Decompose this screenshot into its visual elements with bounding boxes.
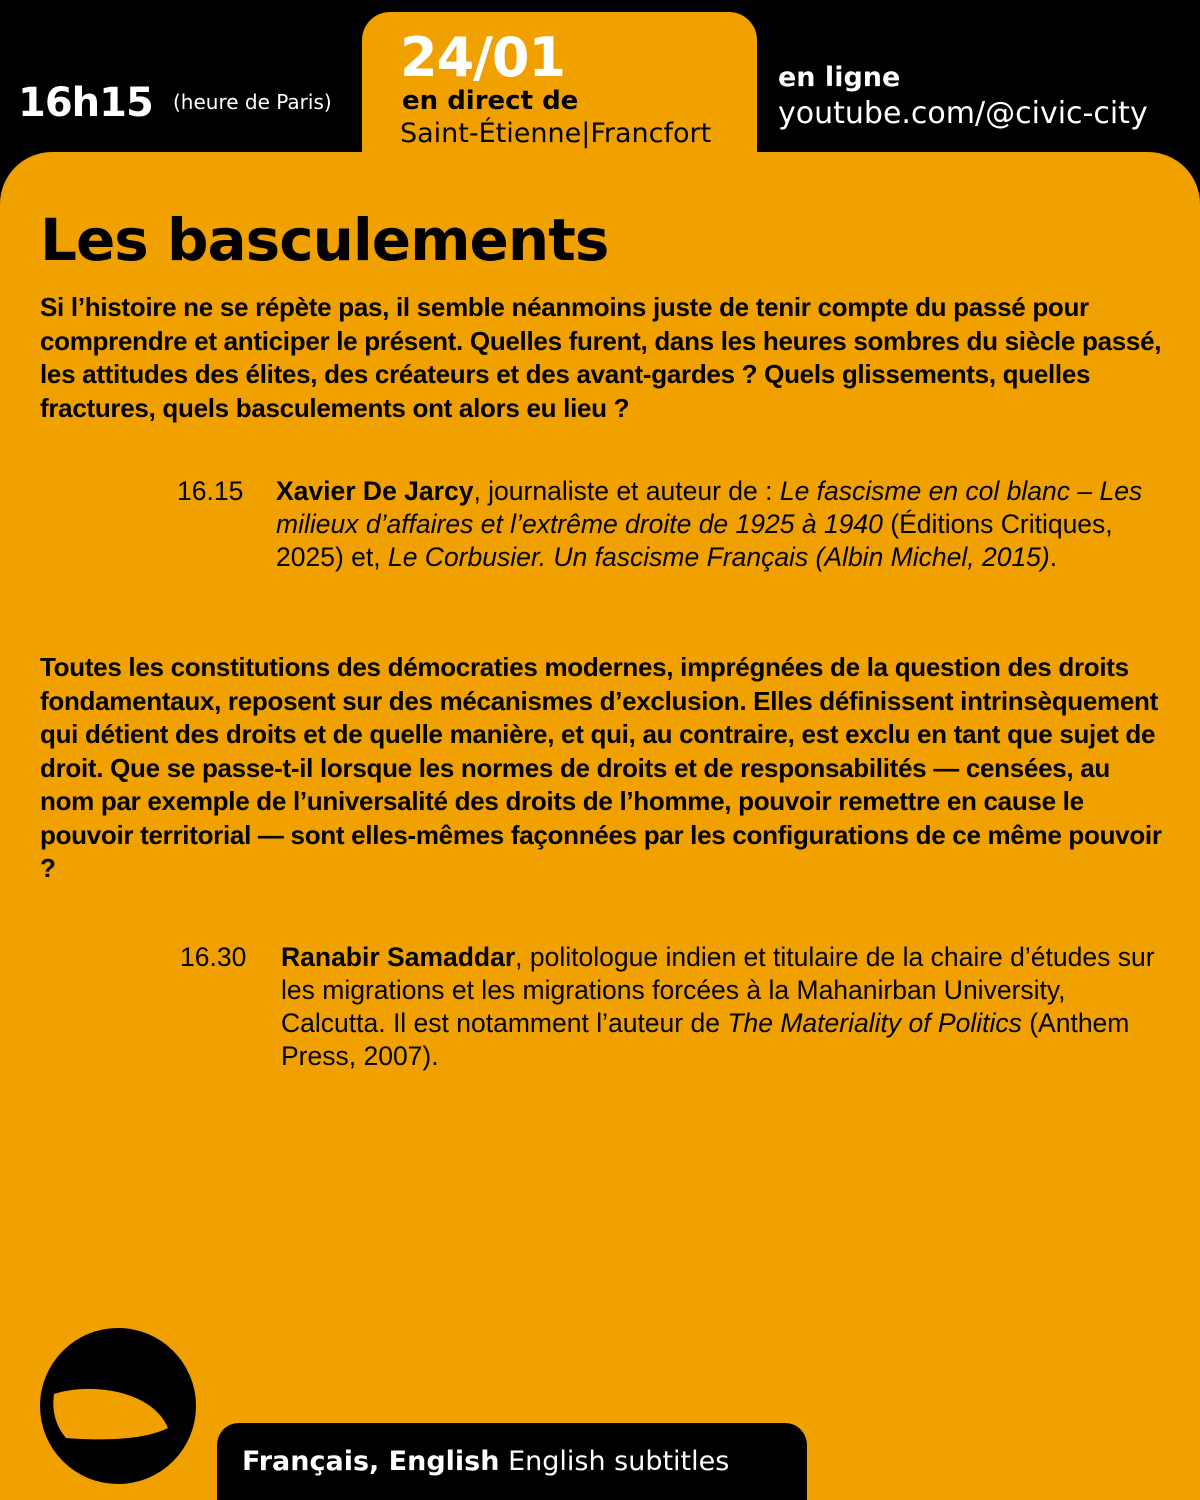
timezone-note: (heure de Paris) <box>173 90 332 114</box>
online-url[interactable]: youtube.com/@civic-city <box>778 96 1148 131</box>
speaker-role-1: , journaliste et auteur de : <box>473 476 780 506</box>
speaker-name-1: Xavier De Jarcy <box>276 476 474 506</box>
speaker-role-2: , politologue indien et titulaire de la chaire d’études sur les migrations et les migrations forcées à la Mahanirban University, Calcutta. Il est notamment l’auteur de <box>281 942 1155 1038</box>
live-cities: Saint-Étienne|Francfort <box>400 118 712 149</box>
work-title-3: The Materiality of Politics <box>727 1008 1022 1038</box>
online-label: en ligne <box>778 62 901 93</box>
intro-paragraph-2: Toutes les constitutions des démocraties modernes, imprégnées de la question des droits fondamentaux, reposent sur des mécanismes d’exclusion. Elles définissent intrinsèquement qui détient des droits et de quelle manière, et qui, au contraire, est exclu en tant que sujet de droit. Que se passe-t-il lorsque les normes de droits et de responsabilités — censées, au nom par exemple de l’universalité des droits de l’homme, pouvoir remettre en cause le pouvoir territorial — sont elles-mêmes façonnées par les configurations de ce même pouvoir ? <box>40 652 1162 883</box>
slot-end-1: . <box>1049 542 1058 572</box>
live-label: en direct de <box>402 86 579 116</box>
page-title: Les basculements <box>40 206 609 274</box>
event-time: 16h15 <box>18 80 153 126</box>
work-title-2: Le Corbusier. Un fascisme Français (Albin Michel, 2015) <box>387 542 1050 572</box>
languages: Français, English <box>242 1446 500 1477</box>
slot-time-2: 16.30 <box>180 942 247 972</box>
intro-paragraph-1: Si l’histoire ne se répète pas, il semble néanmoins juste de tenir compte du passé pour comprendre et anticiper le présent. Quelles furent, dans les heures sombres du siècle passé, les attitudes des élites, des créateurs et des avant-gardes ? Quels glissements, quelles fractures, quels basculements ont alors eu lieu ? <box>40 292 1162 423</box>
subtitles: English subtitles <box>499 1446 730 1477</box>
slot-description-2 <box>281 941 1161 1073</box>
slot-description-1 <box>276 475 1156 574</box>
work-title-1: Le fascisme en col blanc – Les milieux d’affaires et l’extrême droite de 1925 à 1940 <box>276 476 1143 539</box>
slot-end-2: (Anthem Press, 2007). <box>281 1008 1130 1071</box>
event-date: 24/01 <box>400 26 566 89</box>
language-info <box>242 1445 729 1479</box>
logo-icon <box>40 1328 196 1484</box>
publisher-1: (Éditions Critiques, 2025) et, <box>276 509 1113 572</box>
speaker-name-2: Ranabir Samaddar <box>281 942 516 972</box>
slot-time-1: 16.15 <box>177 476 244 506</box>
